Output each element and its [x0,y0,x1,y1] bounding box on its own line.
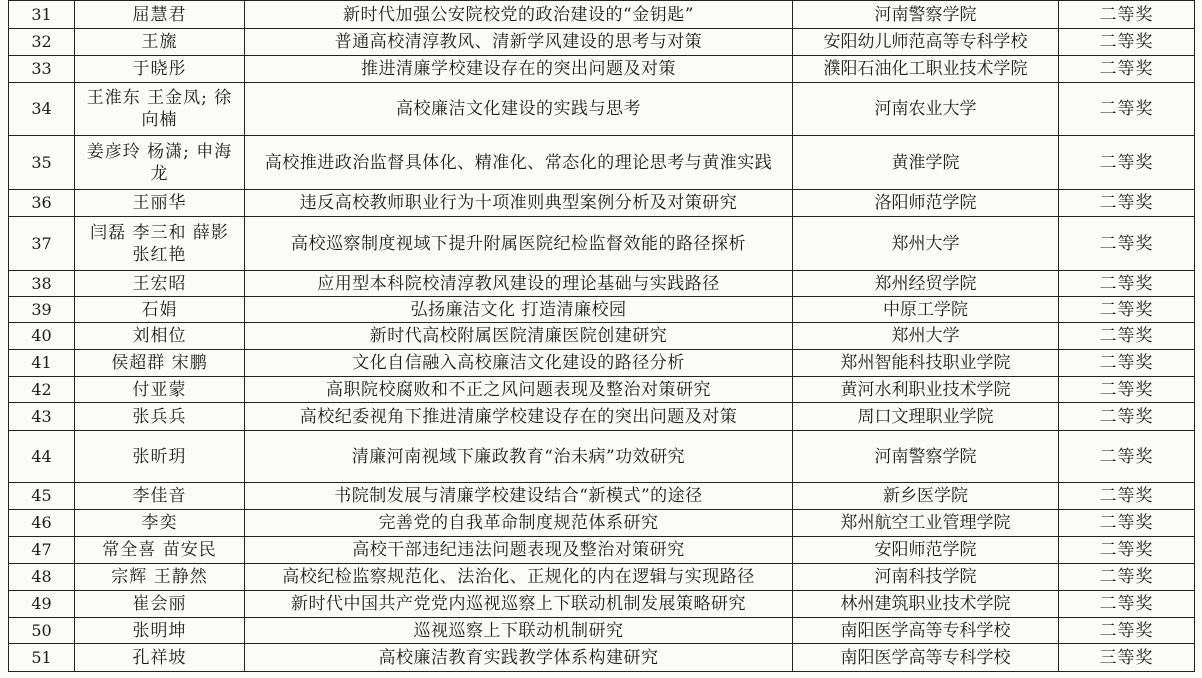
author-cell: 刘相位 [75,323,245,350]
title-cell: 高校纪检监察规范化、法治化、正规化的内在逻辑与实现路径 [245,564,793,591]
row-number: 47 [9,537,75,564]
award-cell: 二等奖 [1059,618,1195,644]
author-cell: 王宏昭 [75,271,245,297]
award-cell: 二等奖 [1059,136,1195,190]
institution-cell: 南阳医学高等专科学校 [793,618,1059,644]
table-row [9,591,1195,618]
award-cell: 二等奖 [1059,271,1195,297]
table-row [9,644,1195,672]
institution-cell: 河南科技学院 [793,564,1059,591]
award-cell: 二等奖 [1059,483,1195,510]
row-number: 40 [9,323,75,350]
institution-cell: 安阳师范学院 [793,537,1059,564]
row-number: 35 [9,136,75,190]
row-number: 31 [9,1,75,29]
award-cell: 二等奖 [1059,297,1195,323]
award-cell: 二等奖 [1059,323,1195,350]
table-row [9,537,1195,564]
institution-cell: 郑州智能科技职业学院 [793,350,1059,377]
author-cell: 于晓彤 [75,56,245,83]
author-cell: 闫磊 李三和 薛影 张红艳 [75,217,245,271]
author-cell: 侯超群 宋鹏 [75,350,245,377]
award-cell: 二等奖 [1059,56,1195,83]
title-cell: 推进清廉学校建设存在的突出问题及对策 [245,56,793,83]
title-cell: 高职院校腐败和不正之风问题表现及整治对策研究 [245,377,793,403]
title-cell: 高校廉洁文化建设的实践与思考 [245,83,793,136]
institution-cell: 郑州经贸学院 [793,271,1059,297]
institution-cell: 郑州航空工业管理学院 [793,510,1059,537]
institution-cell: 中原工学院 [793,297,1059,323]
institution-cell: 林州建筑职业技术学院 [793,591,1059,618]
row-number: 36 [9,190,75,217]
institution-cell: 洛阳师范学院 [793,190,1059,217]
row-number: 33 [9,56,75,83]
table-row [9,136,1195,190]
institution-cell: 河南警察学院 [793,1,1059,29]
institution-cell: 河南农业大学 [793,83,1059,136]
institution-cell: 新乡医学院 [793,483,1059,510]
title-cell: 高校纪委视角下推进清廉学校建设存在的突出问题及对策 [245,403,793,431]
author-cell: 王旒 [75,29,245,56]
title-cell: 清廉河南视域下廉政教育“治未病”功效研究 [245,431,793,483]
award-cell: 二等奖 [1059,431,1195,483]
row-number: 42 [9,377,75,403]
institution-cell: 黄淮学院 [793,136,1059,190]
row-number: 48 [9,564,75,591]
award-cell: 三等奖 [1059,644,1195,672]
row-number: 50 [9,618,75,644]
award-cell: 二等奖 [1059,190,1195,217]
table-row [9,431,1195,483]
title-cell: 高校廉洁教育实践教学体系构建研究 [245,644,793,672]
author-cell: 石娟 [75,297,245,323]
author-cell: 王丽华 [75,190,245,217]
institution-cell: 南阳医学高等专科学校 [793,644,1059,672]
award-cell: 二等奖 [1059,377,1195,403]
title-cell: 弘扬廉洁文化 打造清廉校园 [245,297,793,323]
author-cell: 张昕玥 [75,431,245,483]
table-row [9,510,1195,537]
institution-cell: 河南警察学院 [793,431,1059,483]
title-cell: 新时代中国共产党党内巡视巡察上下联动机制发展策略研究 [245,591,793,618]
title-cell: 文化自信融入高校廉洁文化建设的路径分析 [245,350,793,377]
table-row [9,323,1195,350]
row-number: 46 [9,510,75,537]
row-number: 38 [9,271,75,297]
author-cell: 付亚蒙 [75,377,245,403]
institution-cell: 郑州大学 [793,217,1059,271]
row-number: 45 [9,483,75,510]
row-number: 37 [9,217,75,271]
author-cell: 屈慧君 [75,1,245,29]
author-cell: 李奕 [75,510,245,537]
award-cell: 二等奖 [1059,1,1195,29]
title-cell: 应用型本科院校清淳教风建设的理论基础与实践路径 [245,271,793,297]
author-cell: 李佳音 [75,483,245,510]
award-cell: 二等奖 [1059,591,1195,618]
institution-cell: 安阳幼儿师范高等专科学校 [793,29,1059,56]
row-number: 51 [9,644,75,672]
row-number: 34 [9,83,75,136]
table-row [9,350,1195,377]
row-number: 32 [9,29,75,56]
row-number: 43 [9,403,75,431]
title-cell: 普通高校清淳教风、清新学风建设的思考与对策 [245,29,793,56]
table-row [9,297,1195,323]
table-row [9,83,1195,136]
title-cell: 高校干部违纪违法问题表现及整治对策研究 [245,537,793,564]
author-cell: 张明坤 [75,618,245,644]
table-row [9,56,1195,83]
table-row [9,190,1195,217]
title-cell: 高校巡察制度视域下提升附属医院纪检监督效能的路径探析 [245,217,793,271]
row-number: 41 [9,350,75,377]
awards-table-body [9,1,1195,672]
table-row [9,618,1195,644]
institution-cell: 濮阳石油化工职业技术学院 [793,56,1059,83]
title-cell: 新时代加强公安院校党的政治建设的“金钥匙” [245,1,793,29]
title-cell: 违反高校教师职业行为十项准则典型案例分析及对策研究 [245,190,793,217]
title-cell: 巡视巡察上下联动机制研究 [245,618,793,644]
title-cell: 新时代高校附属医院清廉医院创建研究 [245,323,793,350]
awards-table [8,0,1195,672]
award-cell: 二等奖 [1059,537,1195,564]
author-cell: 姜彦玲 杨潇; 申海龙 [75,136,245,190]
award-cell: 二等奖 [1059,217,1195,271]
table-row [9,483,1195,510]
table-row [9,564,1195,591]
table-row [9,217,1195,271]
award-cell: 二等奖 [1059,510,1195,537]
title-cell: 高校推进政治监督具体化、精准化、常态化的理论思考与黄淮实践 [245,136,793,190]
row-number: 39 [9,297,75,323]
author-cell: 孔祥坡 [75,644,245,672]
award-cell: 二等奖 [1059,29,1195,56]
table-row [9,271,1195,297]
award-cell: 二等奖 [1059,350,1195,377]
author-cell: 王淮东 王金凤; 徐向楠 [75,83,245,136]
table-row [9,403,1195,431]
row-number: 44 [9,431,75,483]
row-number: 49 [9,591,75,618]
author-cell: 常全喜 苗安民 [75,537,245,564]
title-cell: 书院制发展与清廉学校建设结合“新模式”的途径 [245,483,793,510]
award-cell: 二等奖 [1059,564,1195,591]
author-cell: 张兵兵 [75,403,245,431]
table-row [9,377,1195,403]
award-cell: 二等奖 [1059,83,1195,136]
author-cell: 崔会丽 [75,591,245,618]
table-row [9,1,1195,29]
institution-cell: 黄河水利职业技术学院 [793,377,1059,403]
award-cell: 二等奖 [1059,403,1195,431]
table-row [9,29,1195,56]
institution-cell: 郑州大学 [793,323,1059,350]
title-cell: 完善党的自我革命制度规范体系研究 [245,510,793,537]
institution-cell: 周口文理职业学院 [793,403,1059,431]
author-cell: 宗辉 王静然 [75,564,245,591]
